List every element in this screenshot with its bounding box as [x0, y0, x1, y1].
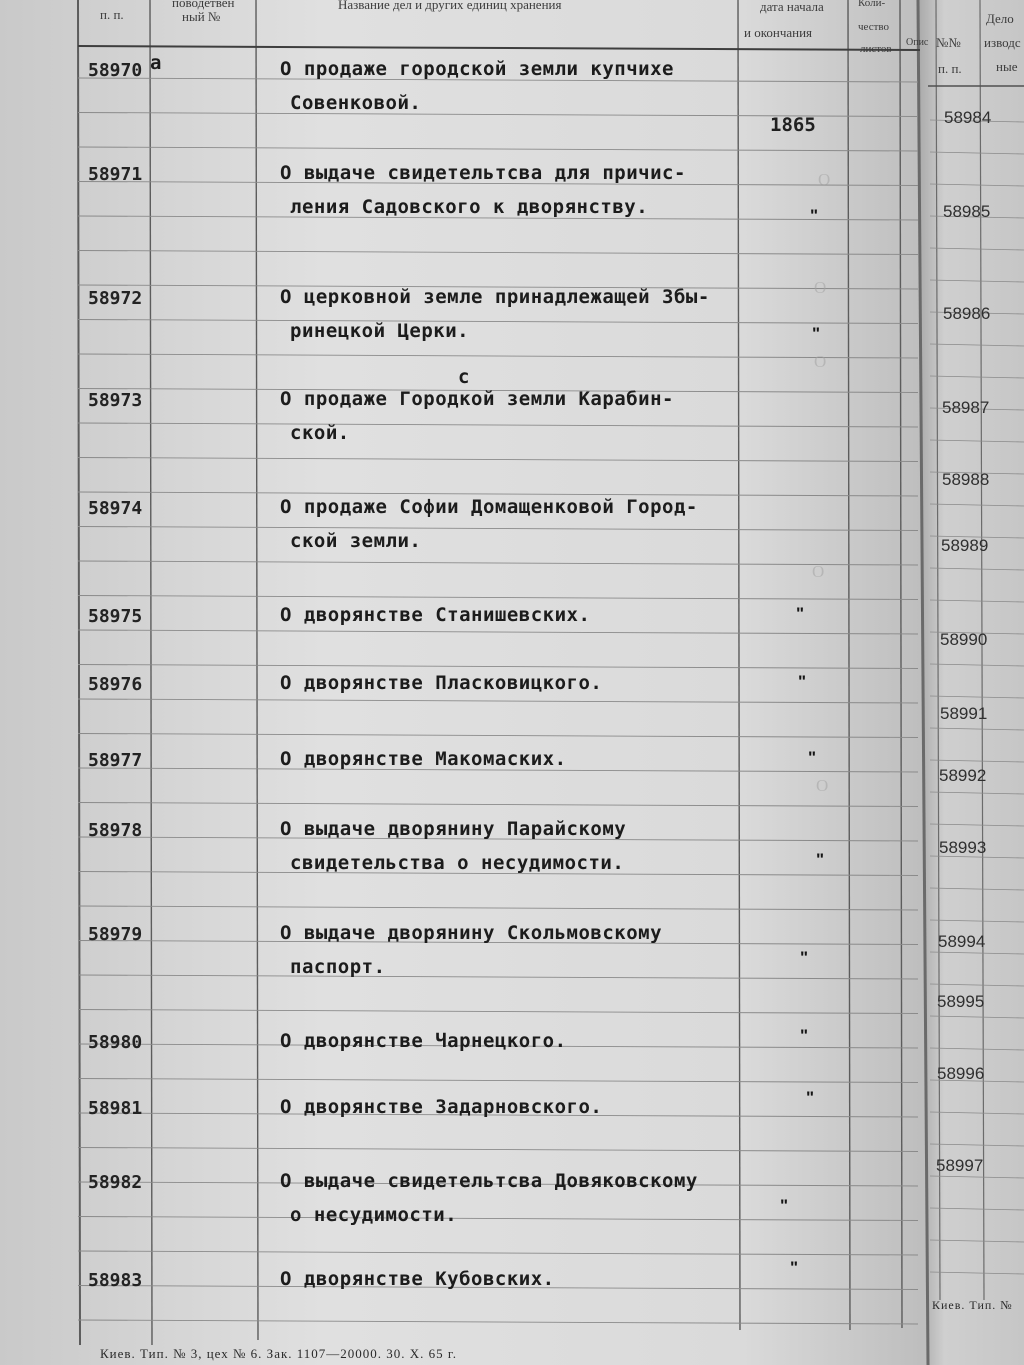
bleed-through-5: О: [816, 776, 829, 795]
right-page-number: 58995: [937, 992, 985, 1011]
row-title-line: о несудимости.: [290, 1204, 458, 1226]
row-date-ditto: ": [800, 1026, 809, 1045]
row-number: 58979: [88, 924, 143, 945]
right-page-number: 58986: [943, 304, 991, 323]
row-title-line: О продаже Городкой земли Карабин-: [280, 388, 674, 410]
row-title-line: ской земли.: [290, 530, 422, 552]
row-number: 58977: [88, 750, 143, 771]
row-title-line: О дворянстве Станишевских.: [280, 604, 591, 626]
row-date-ditto: ": [812, 324, 821, 343]
row-title-line: О выдаче дворянину Скольмовскому: [280, 922, 663, 944]
row-title-line: О дворянстве Макомаских.: [280, 748, 567, 770]
header-col-sheets-3: листов: [860, 43, 892, 55]
right-header-col-case-2: изводс: [984, 35, 1021, 50]
row-title-line: ской.: [290, 422, 350, 444]
row-date-ditto: ": [816, 850, 825, 869]
right-page-number: 58985: [943, 202, 991, 221]
header-col-opis: Опис: [906, 37, 929, 48]
right-page-number: 58984: [944, 108, 992, 127]
right-header-col-num-1: №№: [936, 35, 961, 50]
row-title-line: О выдаче свидетельтсва для причис-: [280, 162, 686, 184]
row-date-ditto: ": [800, 948, 809, 967]
row-title-line: Совенковой.: [290, 92, 422, 114]
row-title-line: О выдаче свидетельтсва Довяковскому: [280, 1170, 698, 1192]
row-title-line: О продаже Софии Домащенковой Город-: [280, 496, 698, 518]
row-title-line: свидетельства о несудимости.: [290, 852, 625, 874]
right-header-col-case-3: ные: [996, 59, 1018, 74]
row-number-suffix: а: [150, 52, 162, 74]
right-page-number: 58992: [939, 766, 987, 785]
bleed-through-1: О: [818, 170, 831, 189]
right-page-number: 58994: [938, 932, 986, 951]
header-col-sheets-1: Коли-: [858, 0, 886, 9]
row-number: 58973: [88, 390, 143, 411]
right-header-col-num-2: п. п.: [938, 61, 962, 76]
row-title-line: О продаже городской земли купчихе: [280, 58, 674, 80]
header-col-dates-2: и окончания: [744, 25, 813, 40]
row-title-line: О выдаче дворянину Парайскому: [280, 818, 627, 840]
page-footer: Киев. Тип. № 3, цех № 6. Зак. 1107—20000. 30. X. 65 г.: [100, 1346, 458, 1361]
row-number: 58972: [88, 288, 143, 309]
header-col-num: п. п.: [100, 7, 124, 22]
row-number: 58971: [88, 164, 143, 185]
row-title-line: О дворянстве Чарнецкого.: [280, 1030, 567, 1052]
header-col-title: Название дел и других единиц хранения: [338, 0, 562, 12]
row-number: 58975: [88, 606, 143, 627]
row-title-line: ринецкой Церки.: [290, 320, 470, 342]
row-date-ditto: ": [780, 1196, 789, 1215]
row-number: 58970: [88, 60, 143, 81]
row-date-ditto: ": [790, 1258, 799, 1277]
row-title-line: О дворянстве Задарновского.: [280, 1096, 603, 1118]
header-col-office-2: ный №: [182, 9, 221, 24]
row-number: 58976: [88, 674, 143, 695]
right-header-col-case-1: Дело: [986, 11, 1014, 26]
row-number: 58978: [88, 820, 143, 841]
header-col-dates-1: дата начала: [760, 0, 824, 14]
row-date-ditto: ": [810, 206, 819, 225]
row-number: 58974: [88, 498, 143, 519]
right-page-number: 58987: [942, 398, 990, 417]
bleed-through-2: О: [814, 278, 827, 297]
row-date-ditto: ": [798, 672, 807, 691]
row-title-line: ления Садовского к дворянству.: [290, 196, 649, 218]
row-title-line: О дворянстве Кубовских.: [280, 1268, 555, 1290]
row-number: 58980: [88, 1032, 143, 1053]
right-page-number: 58993: [939, 838, 987, 857]
right-page-number: 58991: [940, 704, 988, 723]
header-col-sheets-2: чество: [858, 21, 889, 33]
bleed-through-3: О: [814, 352, 827, 371]
row-number: 58981: [88, 1098, 143, 1119]
row-number: 58983: [88, 1270, 143, 1291]
right-page-number: 58990: [940, 630, 988, 649]
right-page-number: 58996: [937, 1064, 985, 1083]
row-date-ditto: ": [808, 748, 817, 767]
right-page-number: 58997: [936, 1156, 984, 1175]
right-page-number: 58988: [942, 470, 990, 489]
row-title-line: О дворянстве Пласковицкого.: [280, 672, 603, 694]
right-page-footer: Киев. Тип. №: [932, 1298, 1013, 1312]
bleed-through-4: О: [812, 562, 825, 581]
row-title-line: паспорт.: [290, 956, 386, 978]
row-title-insert: с: [458, 366, 470, 388]
row-date: 1865: [770, 114, 816, 136]
right-page-number: 58989: [941, 536, 989, 555]
row-number: 58982: [88, 1172, 143, 1193]
row-date-ditto: ": [796, 604, 805, 623]
row-date-ditto: ": [806, 1088, 815, 1107]
header-col-office-1: поводетвен: [172, 0, 235, 10]
row-title-line: О церковной земле принадлежащей Збы-: [280, 286, 710, 308]
